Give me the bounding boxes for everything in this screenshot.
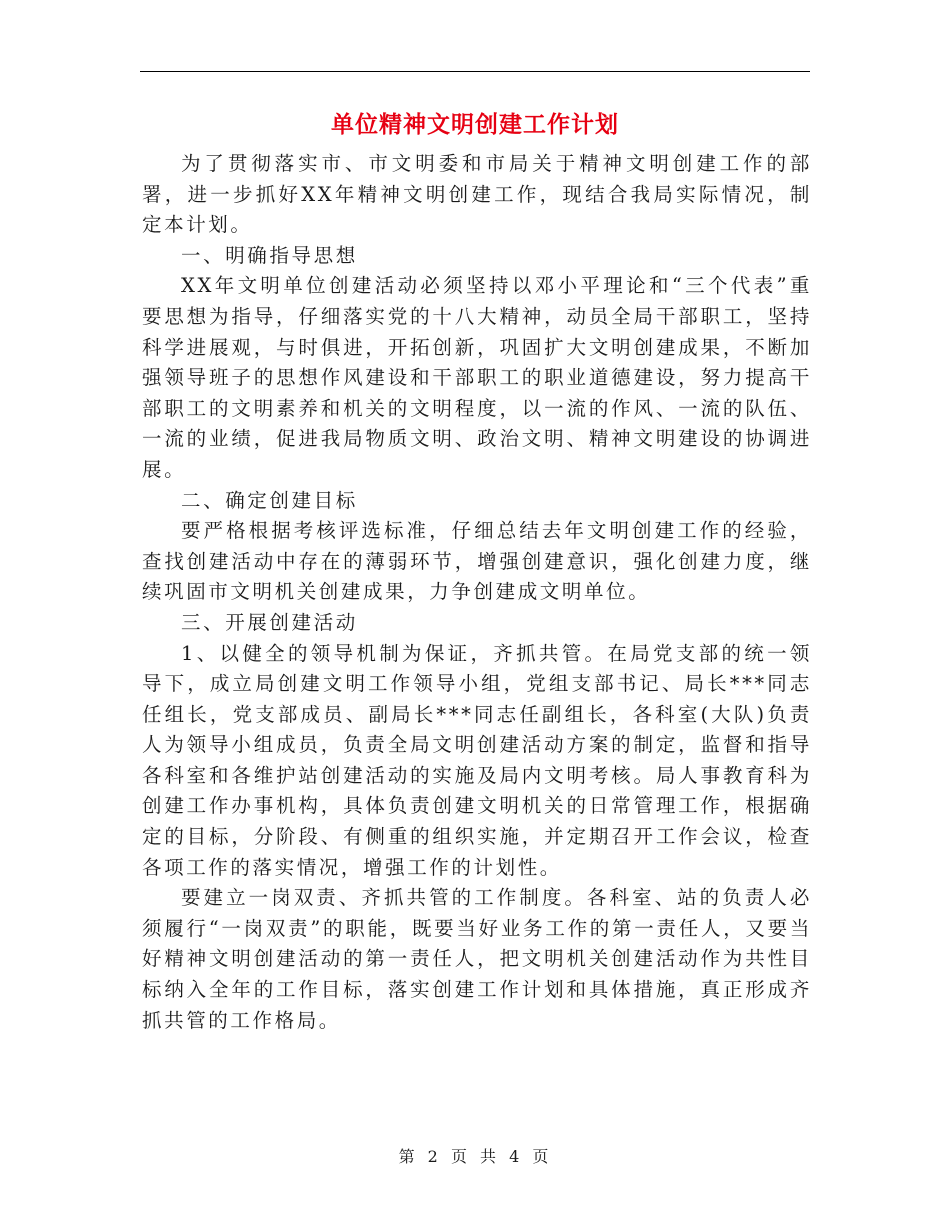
page-number-footer: 第 2 页 共 4 页 bbox=[398, 1147, 552, 1166]
intro-paragraph: 为了贯彻落实市、市文明委和市局关于精神文明创建工作的部署，进一步抓好XX年精神文明创建工作，现结合我局实际情况，制定本计划。 bbox=[142, 152, 812, 237]
section-heading: 二、确定创建目标 bbox=[181, 488, 358, 512]
section-heading: 一、明确指导思想 bbox=[181, 243, 358, 267]
document-title: 单位精神文明创建工作计划 bbox=[331, 111, 619, 138]
document-body bbox=[142, 149, 812, 1036]
header-rule bbox=[140, 71, 810, 72]
body-paragraph: 要严格根据考核评选标准，仔细总结去年文明创建工作的经验，查找创建活动中存在的薄弱环节，增强创建意识，强化创建力度，继续巩固市文明机关创建成果，力争创建成文明单位。 bbox=[142, 519, 812, 604]
body-paragraph: 1、以健全的领导机制为保证，齐抓共管。在局党支部的统一领导下，成立局创建文明工作领导小组，党组支部书记、局长***同志任组长，党支部成员、副局长***同志任副组长，各科室(大队)负责人为领导小组成员，负责全局文明创建活动方案的制定，监督和指导各科室和各维护站创建活动的实施及局内文明考核。局人事教育科为创建工作办事机构，具体负责创建文明机关的日常管理工作，根据确定的目标，分阶段、有侧重的组织实施，并定期召开工作会议，检查各项工作的落实情况，增强工作的计划性。 bbox=[142, 641, 812, 879]
body-paragraph: 要建立一岗双责、齐抓共管的工作制度。各科室、站的负责人必须履行“一岗双责”的职能，既要当好业务工作的第一责任人，又要当好精神文明创建活动的第一责任人，把文明机关创建活动作为共性目标纳入全年的工作目标，落实创建工作计划和具体措施，真正形成齐抓共管的工作格局。 bbox=[142, 886, 812, 1032]
body-paragraph: XX年文明单位创建活动必须坚持以邓小平理论和“三个代表”重要思想为指导，仔细落实党的十八大精神，动员全局干部职工，坚持科学进展观，与时俱进，开拓创新，巩固扩大文明创建成果，不断加强领导班子的思想作风建设和干部职工的职业道德建设，努力提高干部职工的文明素养和机关的文明程度，以一流的作风、一流的队伍、一流的业绩，促进我局物质文明、政治文明、精神文明建设的协调进展。 bbox=[142, 274, 812, 481]
section-heading: 三、开展创建活动 bbox=[181, 610, 358, 634]
